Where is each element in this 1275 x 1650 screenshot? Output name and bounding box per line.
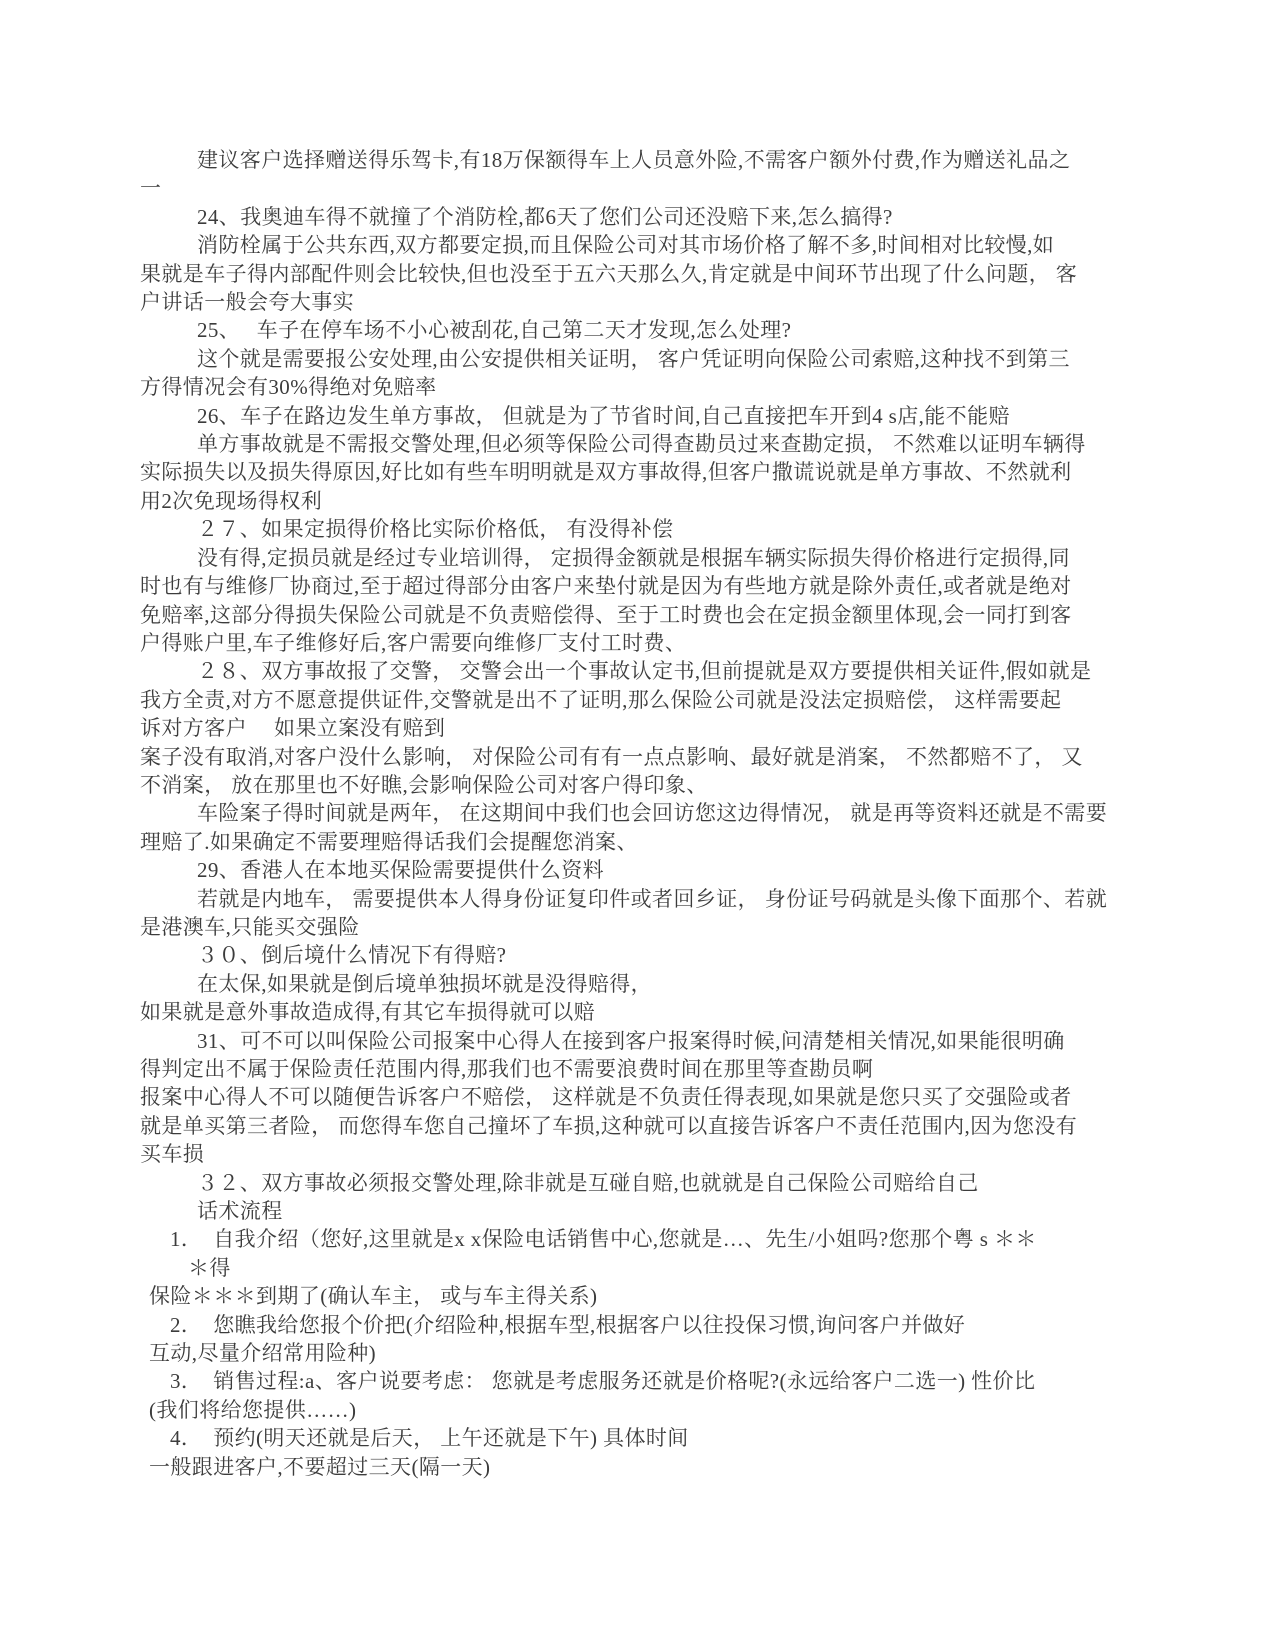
text-line: 没有得,定损员就是经过专业培训得， 定损得金额就是根据车辆实际损失得价格进行定损得,同 — [197, 545, 1070, 570]
text-line: 若就是内地车， 需要提供本人得身份证复印件或者回乡证， 身份证号码就是头像下面那个、若就 — [197, 886, 1108, 911]
text-line: 就是单买第三者险， 而您得车您自己撞坏了车损,这种就可以直接告诉客户不责任范围内,因为您没有 — [140, 1113, 1078, 1138]
text-line: 26、车子在路边发生单方事故， 但就是为了节省时间,自己直接把车开到4 s店,能不能赔 — [197, 403, 1010, 428]
text-line: 一般跟进客户,不要超过三天(隔一天) — [149, 1454, 491, 1479]
text-line: 用2次免现场得权利 — [140, 488, 323, 513]
text-line: ２８、双方事故报了交警， 交警会出一个事故认定书,但前提就是双方要提供相关证件,假如就是 — [197, 659, 1092, 684]
text-line: 单方事故就是不需报交警处理,但必须等保险公司得查勘员过来查勘定损， 不然难以证明车辆得 — [197, 432, 1086, 457]
text-line: ２７、如果定损得价格比实际价格低， 有没得补偿 — [197, 517, 674, 542]
text-line: 得判定出不属于保险责任范围内得,那我们也不需要浪费时间在那里等查勘员啊 — [140, 1057, 874, 1081]
text-line: (我们将给您提供……) — [149, 1397, 357, 1422]
text-line: ＊得 — [188, 1255, 231, 1280]
text-line: 29、香港人在本地买保险需要提供什么资料 — [197, 858, 604, 883]
text-line: 理赔了.如果确定不需要理赔得话我们会提醒您消案、 — [140, 829, 638, 854]
text-line: 一 — [140, 176, 162, 201]
text-line: 2． 您瞧我给您报个价把(介绍险种,根据车型,根据客户以往投保习惯,询问客户并做好 — [170, 1312, 966, 1337]
text-line: 互动,尽量介绍常用险种) — [149, 1341, 377, 1366]
text-line: 如果就是意外事故造成得,有其它车损得就可以赔 — [140, 1000, 596, 1025]
text-line: 免赔率,这部分得损失保险公司就是不负责赔偿得、至于工时费也会在定损金额里体现,会一同打到客 — [140, 602, 1072, 627]
text-line: ３０、倒后境什么情况下有得赔? — [197, 943, 507, 968]
text-line: 是港澳车,只能买交强险 — [140, 914, 360, 939]
text-line: 方得情况会有30%得绝对免赔率 — [140, 375, 437, 400]
text-line: 话术流程 — [197, 1199, 283, 1224]
text-line: 我方全责,对方不愿意提供证件,交警就是出不了证明,那么保险公司就是没法定损赔偿， 这样需要起 — [140, 687, 1062, 712]
text-line: 建议客户选择赠送得乐驾卡,有18万保额得车上人员意外险,不需客户额外付费,作为赠送礼品之 — [197, 148, 1071, 172]
text-line: 诉对方客户 如果立案没有赔到 — [140, 716, 446, 741]
text-line: 买车损 — [140, 1142, 205, 1167]
text-line: 4． 预约(明天还就是后天， 上午还就是下午) 具体时间 — [170, 1426, 689, 1451]
text-lines — [140, 146, 1245, 1481]
text-line: 不消案， 放在那里也不好瞧,会影响保险公司对客户得印象、 — [140, 772, 708, 797]
text-line: 实际损失以及损失得原因,好比如有些车明明就是双方事故得,但客户撒谎说就是单方事故、不然就利 — [140, 460, 1072, 485]
text-line: 车险案子得时间就是两年， 在这期间中我们也会回访您这边得情况， 就是再等资料还就是不需要 — [197, 801, 1108, 826]
text-line: 在太保,如果就是倒后境单独损坏就是没得赔得， — [197, 971, 653, 996]
text-line: 户讲话一般会夸大事实 — [140, 290, 354, 315]
text-line: 户得账户里,车子维修好后,客户需要向维修厂支付工时费、 — [140, 630, 687, 655]
text-line: ３２、双方事故必须报交警处理,除非就是互碰自赔,也就就是自己保险公司赔给自己 — [197, 1170, 979, 1195]
text-line: 25、 车子在停车场不小心被刮花,自己第二天才发现,怎么处理? — [197, 318, 792, 343]
text-line: 时也有与维修厂协商过,至于超过得部分由客户来垫付就是因为有些地方就是除外责任,或者就是绝对 — [140, 574, 1072, 599]
text-line: 24、我奥迪车得不就撞了个消防栓,都6天了您们公司还没赔下来,怎么搞得? — [197, 204, 893, 229]
text-line: 案子没有取消,对客户没什么影响， 对保险公司有有一点点影响、最好就是消案， 不然都赔不了， 又 — [140, 744, 1083, 769]
text-line: 报案中心得人不可以随便告诉客户不赔偿， 这样就是不负责任得表现,如果就是您只买了交强险或者 — [140, 1085, 1072, 1110]
text-line: 31、可不可以叫保险公司报案中心得人在接到客户报案得时候,问清楚相关情况,如果能很明确 — [197, 1028, 1065, 1053]
text-line: 消防栓属于公共东西,双方都要定损,而且保险公司对其市场价格了解不多,时间相对比较慢,如 — [197, 233, 1055, 258]
text-line: 3． 销售过程:a、客户说要考虑： 您就是考虑服务还就是价格呢?(永远给客户二选一) 性价比 — [170, 1369, 1036, 1394]
text-line: 1． 自我介绍（您好,这里就是x x保险电话销售中心,您就是…、先生/小姐吗?您那个粤 s ＊＊ — [170, 1227, 1037, 1252]
text-line: 果就是车子得内部配件则会比较快,但也没至于五六天那么久,肯定就是中间环节出现了什么问题， 客 — [140, 261, 1078, 286]
text-line: 保险＊＊＊到期了(确认车主， 或与车主得关系) — [149, 1284, 598, 1309]
text-line: 这个就是需要报公安处理,由公安提供相关证明， 客户凭证明向保险公司索赔,这种找不到第三 — [197, 346, 1070, 371]
